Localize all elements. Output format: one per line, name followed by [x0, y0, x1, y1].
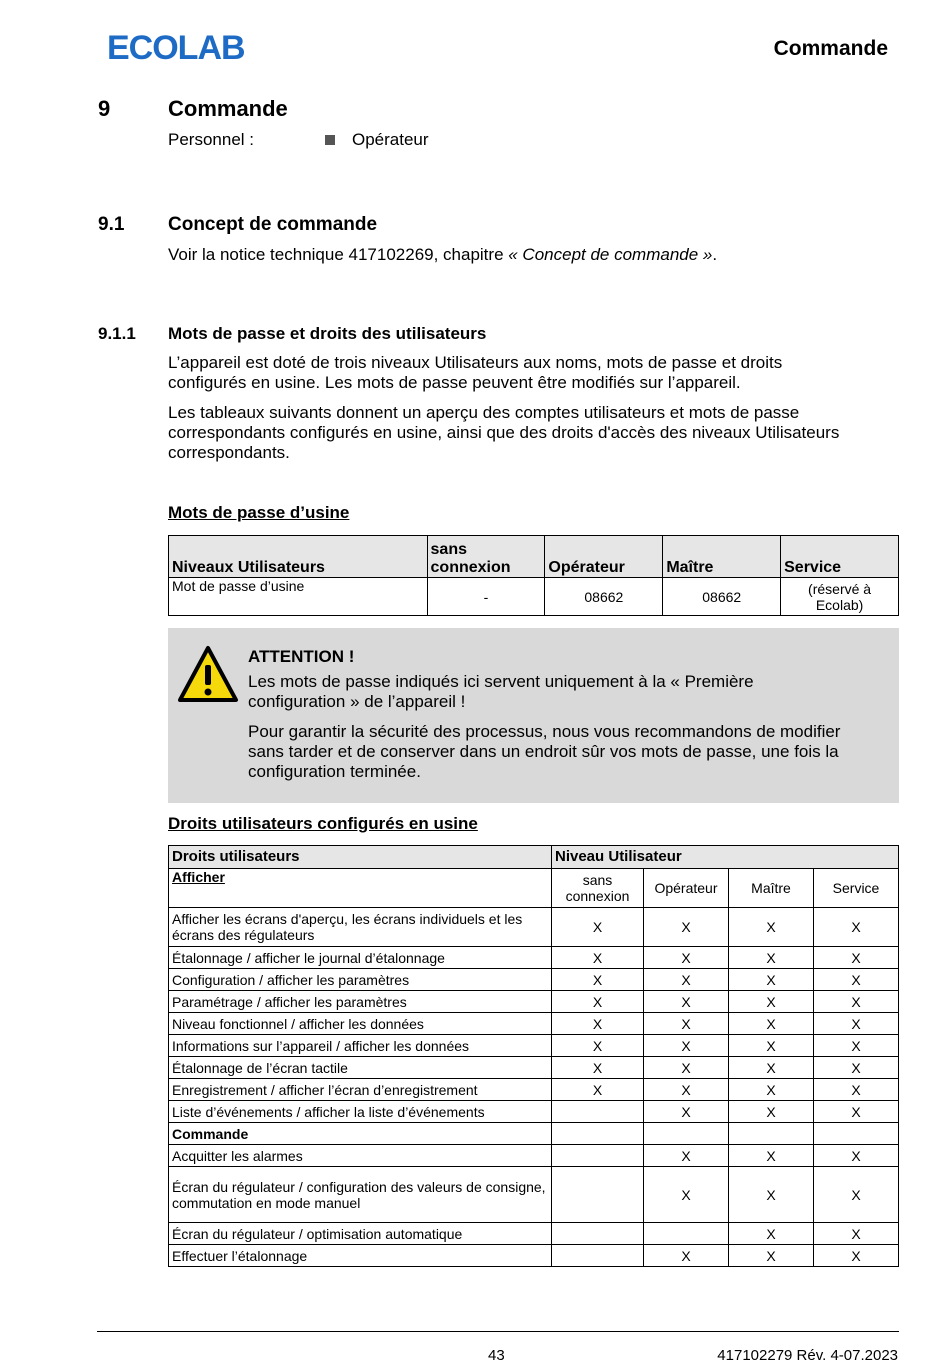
right-label: Étalonnage / afficher le journal d’étalonnage — [169, 947, 552, 969]
table-row — [169, 1223, 899, 1245]
table-cell: 08662 — [663, 578, 781, 616]
table-row — [169, 1167, 899, 1223]
attention-title: ATTENTION ! — [248, 647, 355, 666]
permission-mark: X — [814, 1145, 899, 1167]
warning-triangle-icon — [177, 645, 239, 703]
paragraph-1: L’appareil est doté de trois niveaux Utilisateurs aux noms, mots de passe et droits configurés en usine. Les mots de passe peuvent être modifiés sur l’appareil. — [168, 353, 783, 392]
right-label: Configuration / afficher les paramètres — [169, 969, 552, 991]
permission-mark: X — [814, 1101, 899, 1123]
table-row — [169, 1145, 899, 1167]
header-title: Commande — [773, 37, 888, 60]
permission-mark: X — [814, 1167, 899, 1223]
rights-heading: Droits utilisateurs configurés en usine — [168, 814, 478, 833]
table-row — [169, 869, 899, 908]
level-header: Opérateur — [644, 869, 729, 908]
subsection-number: 9.1 — [98, 214, 125, 235]
right-label: Enregistrement / afficher l’écran d’enregistrement — [169, 1079, 552, 1101]
permission-mark: X — [644, 1035, 729, 1057]
page-number: 43 — [488, 1347, 505, 1364]
right-label: Écran du régulateur / optimisation automatique — [169, 1223, 552, 1245]
table-row — [169, 1123, 899, 1145]
header-cell: Droits utilisateurs — [169, 846, 552, 869]
rights-table — [168, 845, 899, 1267]
right-label: Paramétrage / afficher les paramètres — [169, 991, 552, 1013]
permission-mark — [552, 1145, 644, 1167]
subsubsection-title: Mots de passe et droits des utilisateurs — [168, 324, 487, 343]
permission-mark: X — [729, 1145, 814, 1167]
table-cell: Mot de passe d’usine — [169, 578, 428, 616]
permission-mark: X — [644, 947, 729, 969]
permission-mark: X — [644, 1101, 729, 1123]
permission-mark: X — [644, 969, 729, 991]
section-label-commande: Commande — [169, 1123, 552, 1145]
permission-mark: X — [644, 1079, 729, 1101]
permission-mark: X — [552, 908, 644, 947]
header-cell: sans connexion — [427, 536, 545, 578]
permission-mark: X — [814, 1035, 899, 1057]
subsection-text: Voir la notice technique 417102269, chapitre « Concept de commande ». — [168, 245, 718, 264]
right-label: Informations sur l’appareil / afficher les données — [169, 1035, 552, 1057]
permission-mark: X — [729, 1079, 814, 1101]
table-row — [169, 908, 899, 947]
right-label: Afficher les écrans d'aperçu, les écrans individuels et les écrans des régulateurs — [169, 908, 552, 947]
section-number: 9 — [98, 96, 111, 121]
table-cell: - — [427, 578, 545, 616]
permission-mark: X — [552, 1079, 644, 1101]
permission-mark: X — [814, 1245, 899, 1267]
permission-mark: X — [644, 1245, 729, 1267]
section-label-afficher: Afficher — [169, 869, 552, 908]
permission-mark: X — [729, 1245, 814, 1267]
right-label: Acquitter les alarmes — [169, 1145, 552, 1167]
permission-mark: X — [644, 991, 729, 1013]
table-cell: 08662 — [545, 578, 663, 616]
footer-divider — [97, 1331, 899, 1332]
permission-mark: X — [814, 947, 899, 969]
personnel-label: Personnel : — [168, 130, 254, 149]
table-header-row — [169, 846, 899, 869]
permission-mark: X — [552, 947, 644, 969]
permission-mark: X — [729, 947, 814, 969]
permission-mark: X — [552, 1013, 644, 1035]
passwords-heading: Mots de passe d’usine — [168, 503, 350, 522]
ecolab-logo — [107, 28, 257, 64]
permission-mark: X — [644, 908, 729, 947]
table-row — [169, 1245, 899, 1267]
permission-mark: X — [644, 1167, 729, 1223]
permission-mark: X — [552, 1057, 644, 1079]
table-row — [169, 969, 899, 991]
table-row — [169, 1013, 899, 1035]
table-row — [169, 1057, 899, 1079]
attention-text-2: Pour garantir la sécurité des processus, nous vous recommandons de modifier sans tarder et de conserver dans un endroit sûr vos mots de passe, une fois la configuration terminée. — [248, 722, 841, 781]
permission-mark — [552, 1101, 644, 1123]
permission-mark: X — [644, 1057, 729, 1079]
permission-mark: X — [644, 1145, 729, 1167]
right-label: Liste d’événements / afficher la liste d’événements — [169, 1101, 552, 1123]
section-title: Commande — [168, 96, 288, 121]
permission-mark: X — [729, 991, 814, 1013]
permission-mark: X — [729, 1167, 814, 1223]
attention-text-1: Les mots de passe indiqués ici servent uniquement à la « Première configuration » de l’appareil ! — [248, 672, 754, 711]
permission-mark: X — [644, 1013, 729, 1035]
permission-mark: X — [814, 1223, 899, 1245]
permission-mark: X — [552, 1035, 644, 1057]
permission-mark: X — [814, 969, 899, 991]
permission-mark: X — [552, 969, 644, 991]
paragraph-2: Les tableaux suivants donnent un aperçu des comptes utilisateurs et mots de passe correspondants configurés en usine, ainsi que des droits d'accès des niveaux Utilisateurs correspondants. — [168, 403, 840, 462]
header-cell: Service — [781, 536, 899, 578]
table-row — [169, 1101, 899, 1123]
right-label: Effectuer l’étalonnage — [169, 1245, 552, 1267]
permission-mark — [552, 1167, 644, 1223]
table-row — [169, 578, 899, 616]
permission-mark — [552, 1223, 644, 1245]
header-cell: Opérateur — [545, 536, 663, 578]
personnel-value: Opérateur — [352, 130, 429, 149]
table-row — [169, 991, 899, 1013]
right-label: Étalonnage de l’écran tactile — [169, 1057, 552, 1079]
right-label: Niveau fonctionnel / afficher les données — [169, 1013, 552, 1035]
permission-mark: X — [814, 1057, 899, 1079]
permission-mark: X — [729, 908, 814, 947]
permission-mark: X — [552, 991, 644, 1013]
subsubsection-number: 9.1.1 — [98, 324, 136, 343]
permission-mark: X — [729, 1035, 814, 1057]
table-row — [169, 947, 899, 969]
table-cell: (réservé à Ecolab) — [781, 578, 899, 616]
table-row — [169, 1079, 899, 1101]
logo-text: ECOLAB — [107, 29, 245, 64]
table-row — [169, 1035, 899, 1057]
permission-mark: X — [729, 969, 814, 991]
header-cell: Niveaux Utilisateurs — [169, 536, 428, 578]
level-header: Service — [814, 869, 899, 908]
permission-mark: X — [814, 908, 899, 947]
permission-mark: X — [814, 1079, 899, 1101]
level-header: Maître — [729, 869, 814, 908]
table-header-row — [169, 536, 899, 578]
permission-mark: X — [729, 1057, 814, 1079]
permission-mark: X — [814, 991, 899, 1013]
permission-mark — [552, 1245, 644, 1267]
level-header: sans connexion — [552, 869, 644, 908]
subsection-title: Concept de commande — [168, 214, 378, 235]
passwords-table — [168, 535, 899, 616]
permission-mark: X — [729, 1013, 814, 1035]
permission-mark: X — [729, 1223, 814, 1245]
right-label: Écran du régulateur / configuration des valeurs de consigne, commutation en mode manuel — [169, 1167, 552, 1223]
document-reference: 417102279 Rév. 4-07.2023 — [717, 1347, 898, 1364]
header-cell: Niveau Utilisateur — [552, 846, 899, 869]
permission-mark — [644, 1223, 729, 1245]
permission-mark: X — [729, 1101, 814, 1123]
permission-mark: X — [814, 1013, 899, 1035]
bullet-square-icon — [325, 135, 335, 145]
header-cell: Maître — [663, 536, 781, 578]
